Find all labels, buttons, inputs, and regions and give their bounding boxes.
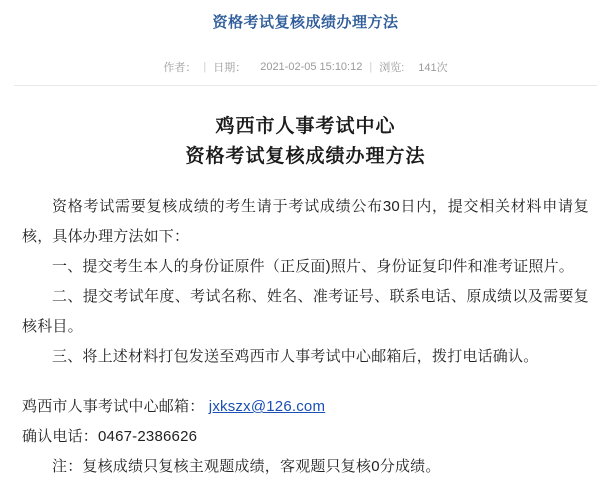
paragraph-item-2: 二、提交考试年度、考试名称、姓名、准考证号、联系电话、原成绩以及需要复核科目。 xyxy=(22,288,589,335)
paragraph-item-1: 一、提交考生本人的身份证原件（正反面)照片、身份证复印件和准考证照片。 xyxy=(52,258,574,275)
note-line: 注：复核成绩只复核主观题成绩，客观题只复核0分成绩。 xyxy=(52,458,441,475)
meta-author-label: 作者： xyxy=(163,62,197,74)
meta-date-label: 日期： xyxy=(213,62,247,74)
contact-email-label: 鸡西市人事考试中心邮箱： xyxy=(22,398,205,415)
meta-views-value: 141次 xyxy=(418,62,448,74)
page-title: 资格考试复核成绩办理方法 xyxy=(212,14,399,31)
meta-date-value: 2021-02-05 15:10:12 xyxy=(260,61,363,73)
document-body xyxy=(0,86,611,482)
meta-separator-2: | xyxy=(369,61,373,73)
contact-email-link[interactable]: jxkszx@126.com xyxy=(208,398,326,415)
meta-separator-1: | xyxy=(203,61,207,73)
paragraph-item-3: 三、将上述材料打包发送至鸡西市人事考试中心邮箱后，拨打电话确认。 xyxy=(52,348,539,365)
document-meta xyxy=(0,32,611,75)
contact-phone-line: 确认电话：0467-2386626 xyxy=(22,428,198,445)
contact-email-line xyxy=(22,372,589,422)
meta-views-label: 浏览: xyxy=(379,62,405,74)
paragraph-intro: 资格考试需要复核成绩的考生请于考试成绩公布30日内，提交相关材料申请复核，具体办理方法如下： xyxy=(22,198,589,245)
heading-organization: 鸡西市人事考试中心 xyxy=(215,116,396,137)
heading-subject: 资格考试复核成绩办理方法 xyxy=(185,146,426,167)
